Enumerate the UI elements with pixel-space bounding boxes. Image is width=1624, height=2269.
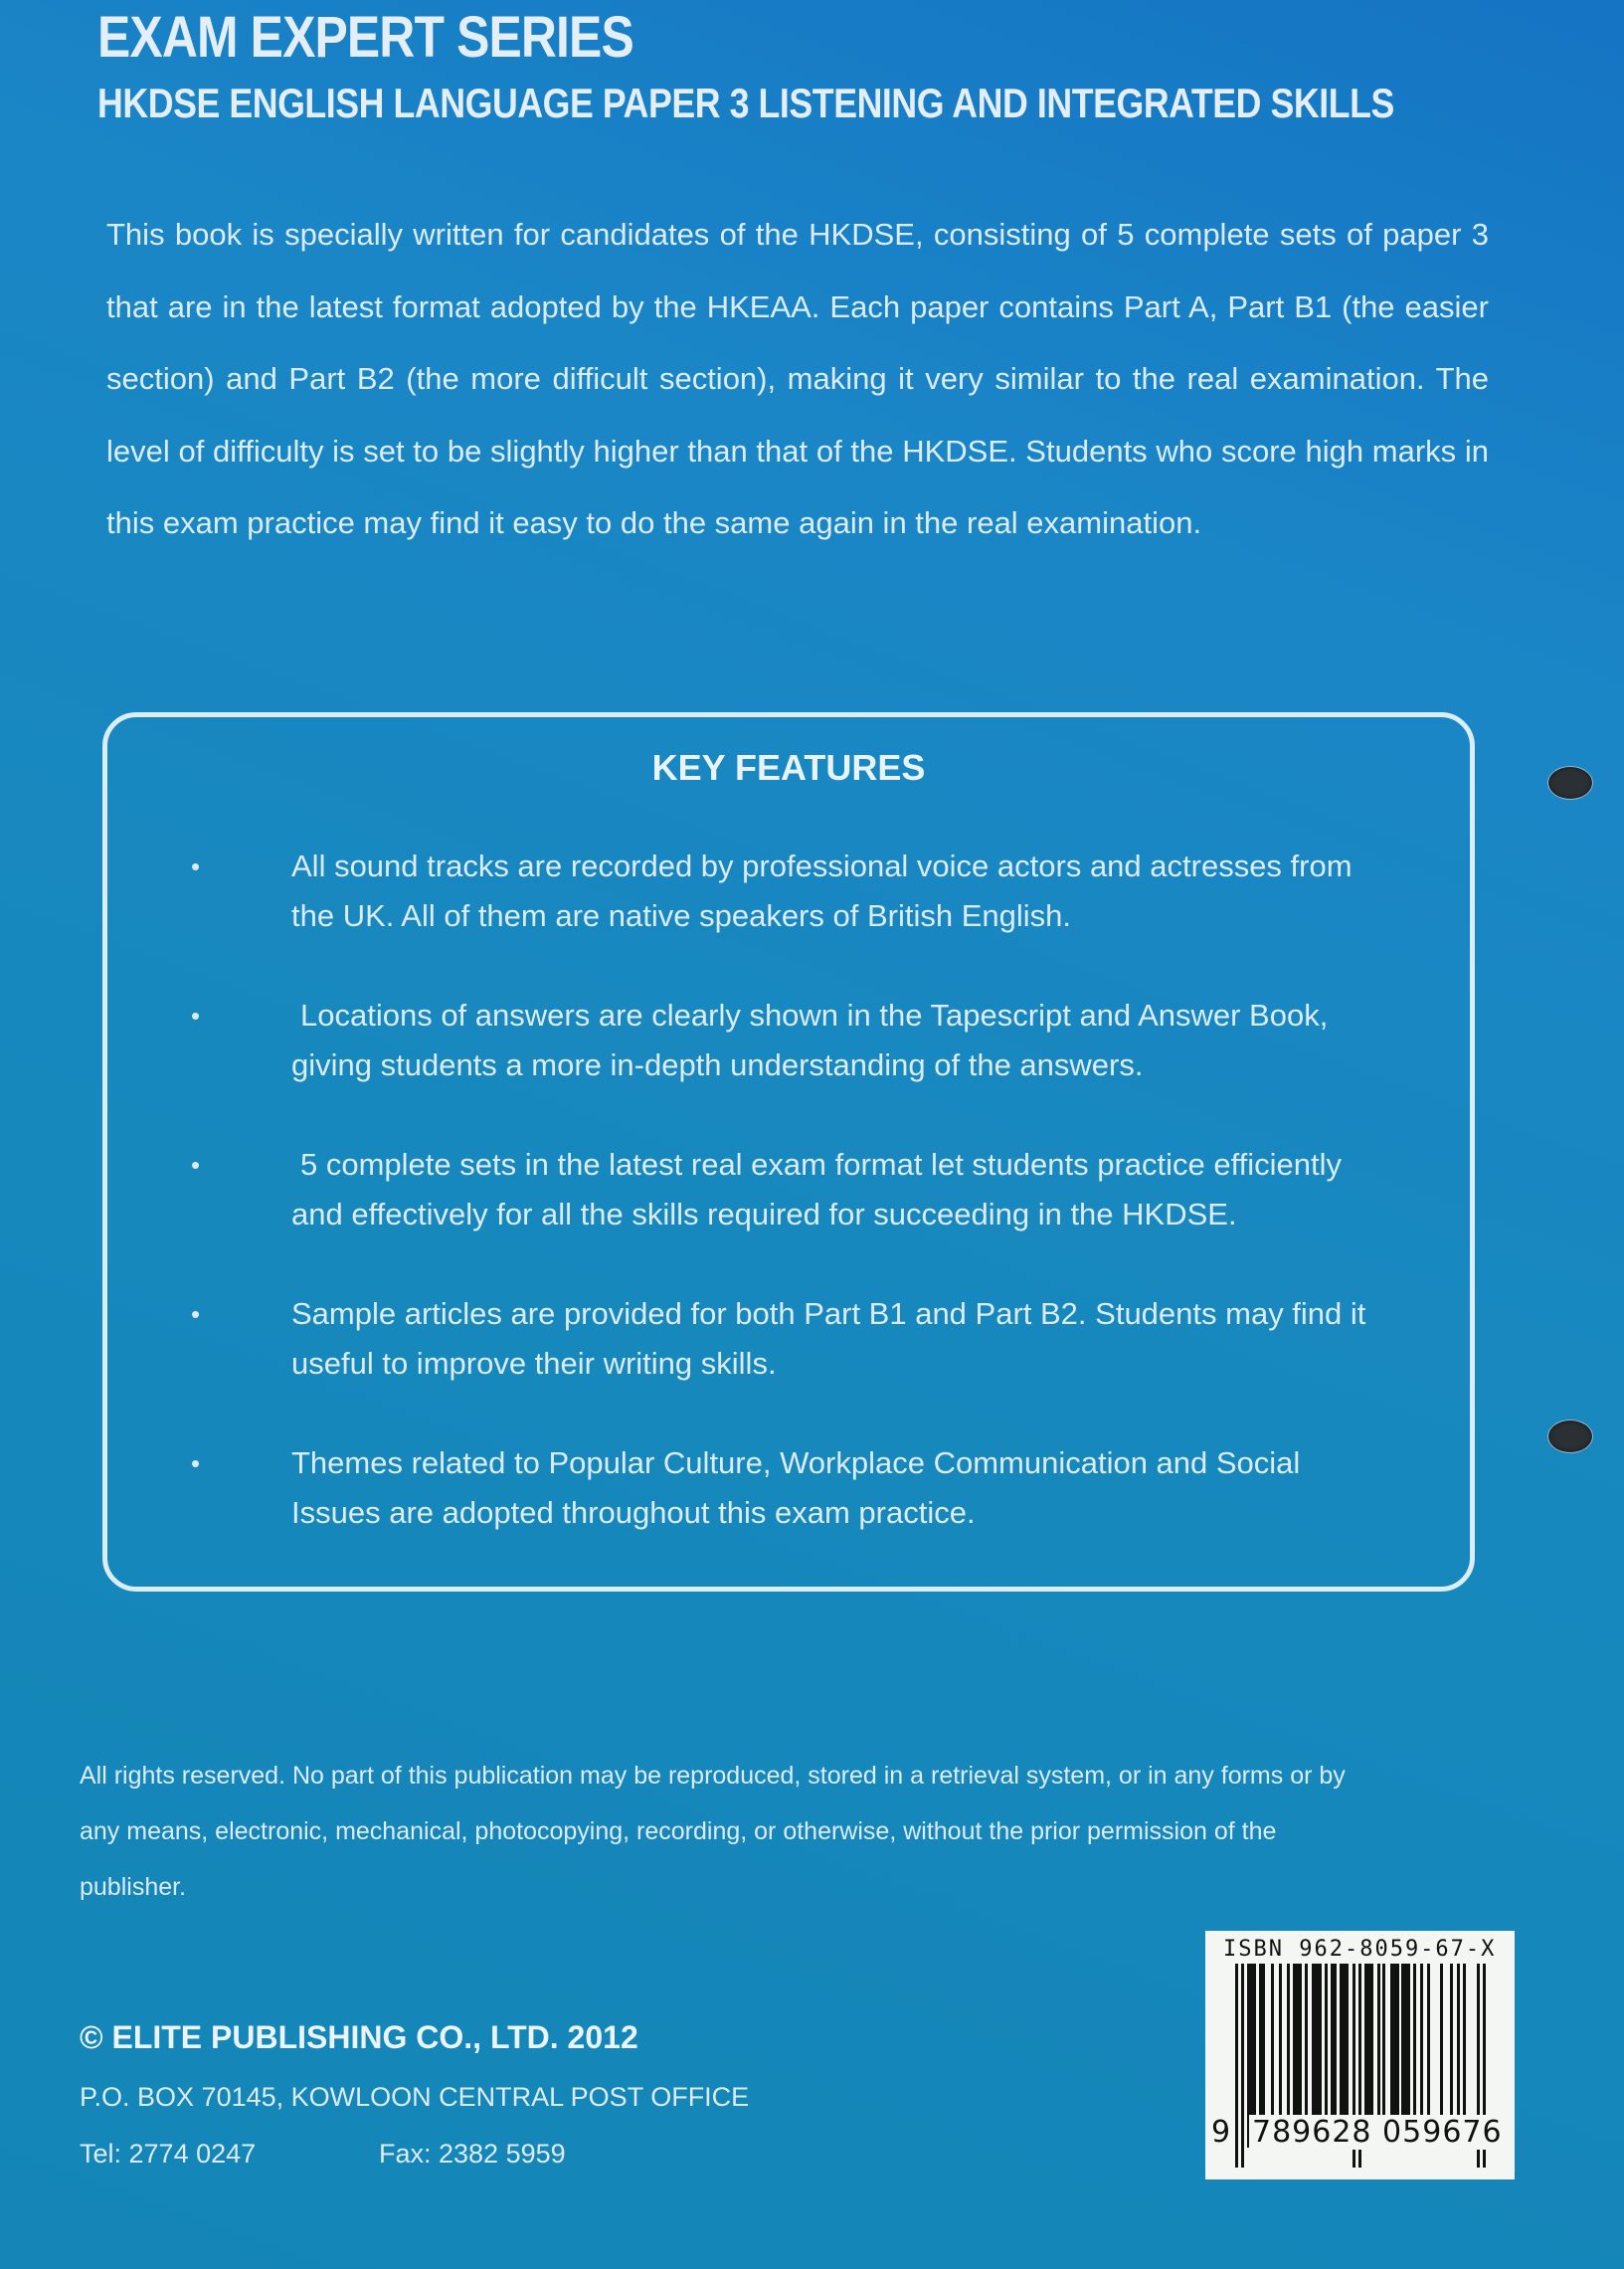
- copyright-notice: All rights reserved. No part of this publication may be reproduced, stored in a retrieval system, or in any forms or by any means, electronic, mechanical, photocopying, recording, or otherwise, without the prior permission of the publisher.: [80, 1762, 1346, 1901]
- feature-text: Sample articles are provided for both Part B1 and Part B2. Students may find it useful to improve their writing skills.: [291, 1296, 1366, 1381]
- publisher-fax: Fax: 2382 5959: [379, 2139, 566, 2169]
- isbn-label: ISBN 962-8059-67-X: [1223, 1937, 1497, 1962]
- bullet-icon: •: [191, 851, 201, 881]
- feature-text: All sound tracks are recorded by professional voice actors and actresses from the UK. All of them are native speakers of British English.: [291, 849, 1353, 933]
- isbn-barcode: [1205, 1931, 1515, 2179]
- feature-text: 5 complete sets in the latest real exam format let students practice efficiently and effectively for all the skills required for succeeding in the HKDSE.: [291, 1147, 1343, 1231]
- ean-digit-first: 9: [1211, 2115, 1231, 2150]
- key-features-box: [102, 712, 1475, 1592]
- series-title: EXAM EXPERT SERIES: [97, 5, 633, 70]
- bullet-icon: •: [191, 1448, 201, 1478]
- intro-paragraph: This book is specially written for candidates of the HKDSE, consisting of 5 complete sets of paper 3 that are in the latest format adopted by the HKEAA. Each paper contains Part A, Part B1 (the easier section) and Part B2 (the more difficult section), making it very similar to the real examination. The level of difficulty is set to be slightly higher than that of the HKDSE. Students who score high marks in this exam practice may find it easy to do the same again in the real examination.: [106, 217, 1489, 540]
- ean-digits: 789628 059676: [1249, 2115, 1506, 2150]
- feature-text: Locations of answers are clearly shown in the Tapescript and Answer Book, giving students a more in-depth understanding of the answers.: [291, 998, 1329, 1082]
- publisher-address: P.O. BOX 70145, KOWLOON CENTRAL POST OFFICE: [80, 2082, 750, 2112]
- bullet-icon: •: [191, 1001, 201, 1031]
- bullet-icon: •: [191, 1299, 201, 1329]
- publisher-name: © ELITE PUBLISHING CO., LTD. 2012: [80, 2019, 638, 2055]
- book-title: HKDSE ENGLISH LANGUAGE PAPER 3 LISTENING AND INTEGRATED SKILLS: [97, 80, 1394, 126]
- feature-text: Themes related to Popular Culture, Workplace Communication and Social Issues are adopted throughout this exam practice.: [291, 1445, 1301, 1530]
- bullet-icon: •: [191, 1150, 201, 1180]
- punch-hole-icon: [1547, 1419, 1593, 1453]
- key-features-title: KEY FEATURES: [651, 747, 926, 788]
- punch-hole-icon: [1547, 766, 1593, 800]
- publisher-tel: Tel: 2774 0247: [80, 2139, 257, 2169]
